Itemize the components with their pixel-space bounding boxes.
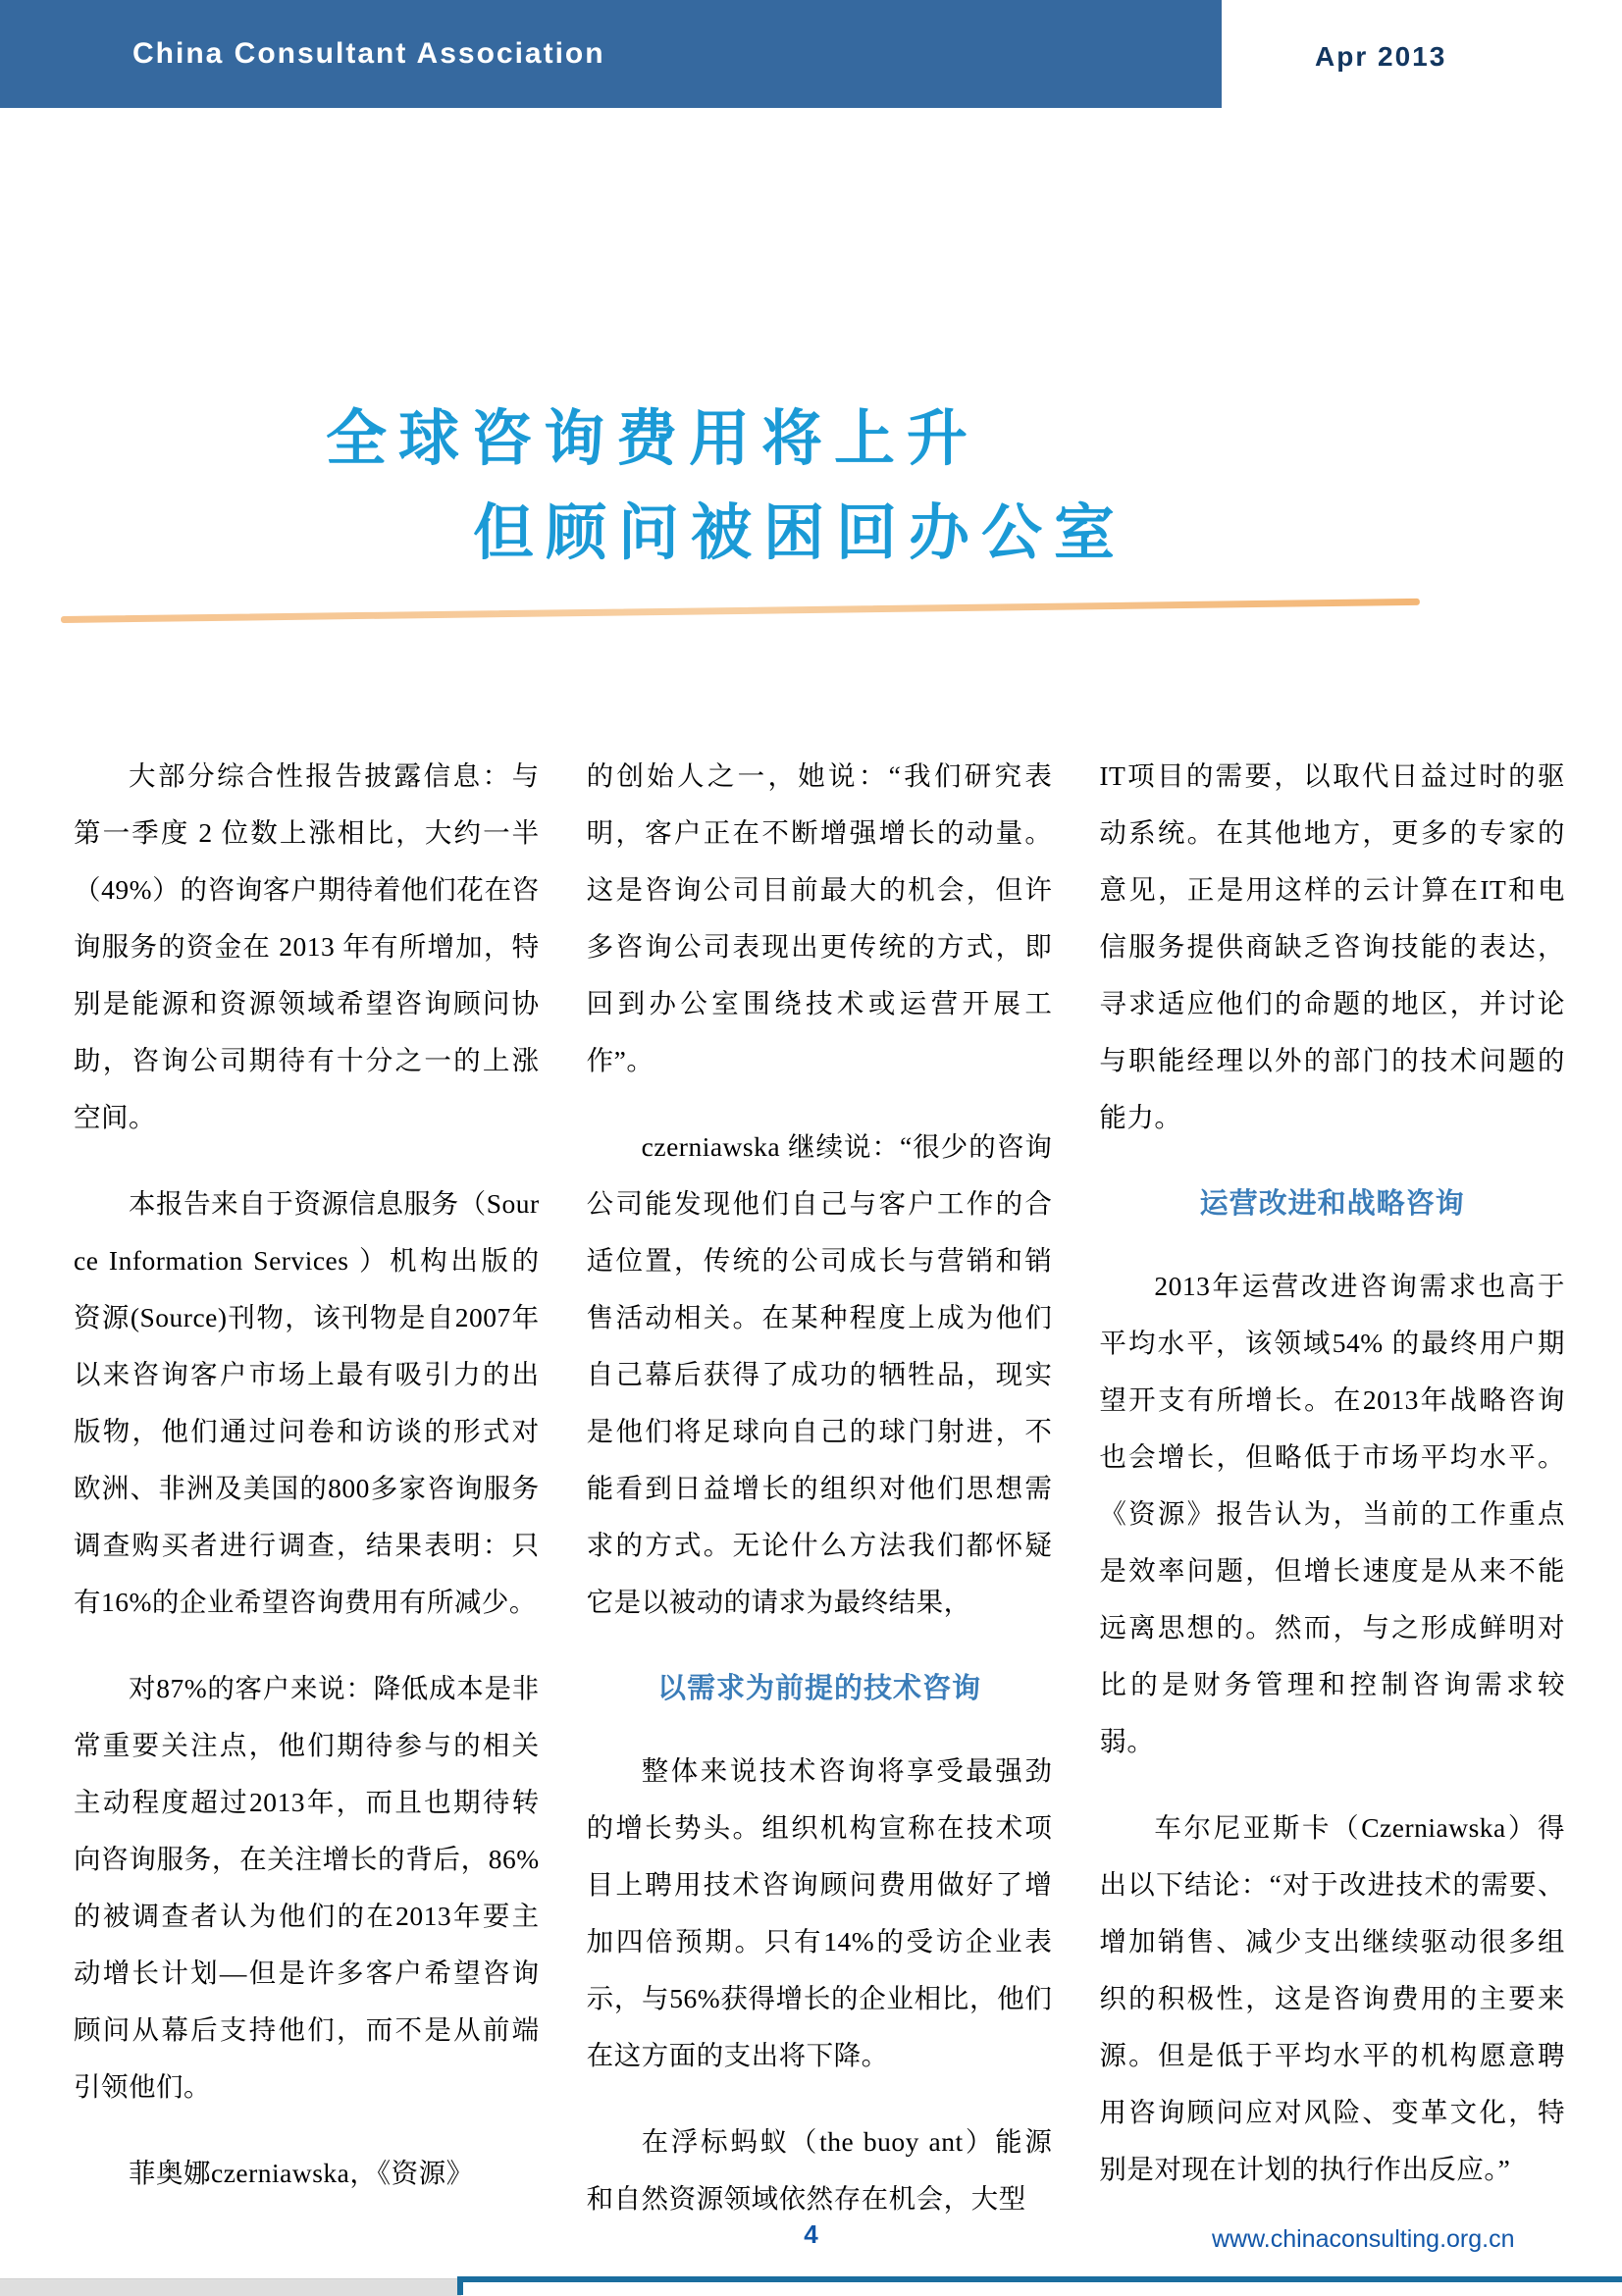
text-column-1 [74,748,540,2257]
paragraph: 在浮标蚂蚁（the buoy ant）能源和自然资源领域依然存在机会，大型 [586,2126,1053,2214]
paragraph-continued: IT项目的需要，以取代日益过时的驱动系统。在其他地方，更多的专家的意见，正是用这样的云计算在IT和电信服务提供商缺乏咨询技能的表达，寻求适应他们的命题的地区，并讨论与职能经理以外的部门的技术问题的能力。 [1099,760,1566,1132]
page-number: 4 [804,2219,818,2249]
paragraph-continued: 的创始人之一，她说：“我们研究表明，客户正在不断增强增长的动量。这是咨询公司目前最大的机会，但许多咨询公司表现出更传统的方式，即回到办公室围绕技术或运营开展工作”。 [586,760,1053,1075]
paragraph: 对87%的客户来说：降低成本是非常重要关注点，他们期待参与的相关主动程度超过2013年，而且也期待转向咨询服务，在关注增长的背后，86%的被调查者认为他们的在2013年要主动增长计划—但是许多客户希望咨询顾问从幕后支持他们，而不是从前端引领他们。 [74,1673,540,2102]
issue-date: Apr 2013 [1315,41,1447,72]
paragraph-attribution: 菲奥娜czerniawska，《资源》 [129,2158,474,2188]
paragraph: 整体来说技术咨询将享受最强劲的增长势头。组织机构宣称在技术项目上聘用技术咨询顾问费用做好了增加四倍预期。只有14%的受访企业表示，与56%获得增长的企业相比，他们在这方面的支出将下降。 [586,1755,1053,2070]
paragraph: 本报告来自于资源信息服务（Source Information Services ）机构出版的资源(Source)刊物，该刊物是自2007年以来咨询客户市场上最有吸引力的出版物，他们通过问卷和访谈的形式对欧洲、非洲及美国的800多家咨询服务调查购买者进行调查，结果表明：只有16%的企业希望咨询费用有所减少。 [74,1188,540,1617]
subheading-technology-consulting: 以需求为前提的技术咨询 [657,1673,982,1704]
site-url[interactable]: www.chinaconsulting.org.cn [1212,2225,1515,2253]
article-title-line-2: 但顾问被困回办公室 [472,500,1126,567]
text-column-2 [587,748,1053,2257]
article-title [0,392,1305,581]
title-divider-rule [61,599,1420,623]
paragraph: czerniawska 继续说：“很少的咨询公司能发现他们自己与客户工作的合适位置，传统的公司成长与营销和销售活动相关。在某种程度上成为他们自己幕后获得了成功的牺牲品，现实是他们将足球向自己的球门射进，不能看到日益增长的组织对他们思想需求的方式。无论什么方法我们都怀疑它是以被动的请求为最终结果， [586,1131,1053,1617]
paragraph: 2013年运营改进咨询需求也高于平均水平，该领域54% 的最终用户期望开支有所增长。在2013年战略咨询也会增长，但略低于市场平均水平。《资源》报告认为，当前的工作重点是效率问题，但增长速度是从来不能远离思想的。然而，与之形成鲜明对比的是财务管理和控制咨询需求较弱。 [1099,1271,1566,1756]
footer-gray-block [0,2278,461,2296]
article-body [74,748,1565,2257]
masthead-bar [0,0,1222,108]
masthead-title: China Consultant Association [132,37,605,70]
footer-divider-rule [461,2276,1622,2282]
article-title-line-1: 全球咨询费用将上升 [325,406,979,473]
paragraph: 大部分综合性报告披露信息：与第一季度 2 位数上涨相比，大约一半（49%）的咨询客户期待着他们花在咨询服务的资金在 2013 年有所增加，特别是能源和资源领域希望咨询顾问协助，咨询公司期待有十分之一的上涨空间。 [74,760,540,1132]
subheading-operations-strategy: 运营改进和战略咨询 [1199,1188,1465,1220]
paragraph: 车尔尼亚斯卡（Czerniawska）得出以下结论：“对于改进技术的需要、增加销售、减少支出继续驱动很多组织的积极性，这是咨询费用的主要来源。但是低于平均水平的机构愿意聘用咨询顾问应对风险、变革文化，特别是对现在计划的执行作出反应。” [1099,1812,1566,2184]
text-column-3 [1099,748,1565,2257]
